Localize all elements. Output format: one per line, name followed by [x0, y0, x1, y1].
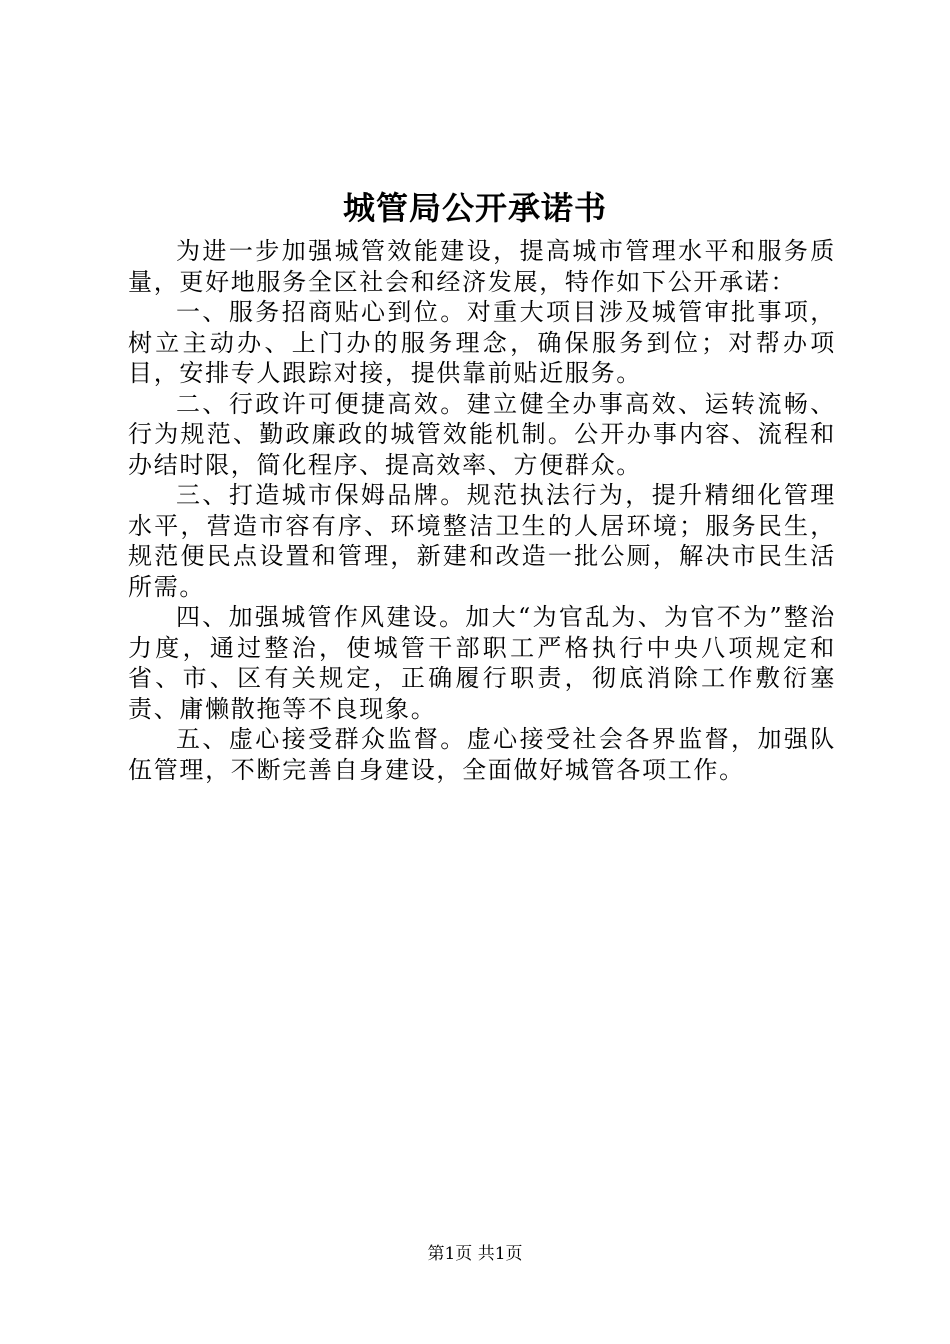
page-number-footer: 第1页 共1页 — [427, 1244, 523, 1264]
commitment-paragraph-2: 二、行政许可便捷高效。建立健全办事高效、运转流畅、行为规范、勤政廉政的城管效能机制。公开办事内容、流程和办结时限，简化程序、提高效率、方便群众。 — [128, 389, 836, 479]
commitment-paragraph-4: 四、加强城管作风建设。加大“为官乱为、为官不为”整治力度，通过整治，使城管干部职工严格执行中央八项规定和省、市、区有关规定，正确履行职责，彻底消除工作敷衍塞责、庸懒散拖等不良现象。 — [128, 603, 836, 723]
document-body — [128, 236, 836, 785]
intro-paragraph: 为进一步加强城管效能建设，提高城市管理水平和服务质量，更好地服务全区社会和经济发展，特作如下公开承诺： — [128, 237, 836, 296]
commitment-paragraph-1: 一、服务招商贴心到位。对重大项目涉及城管审批事项，树立主动办、上门办的服务理念，确保服务到位；对帮办项目，安排专人跟踪对接，提供靠前贴近服务。 — [128, 298, 836, 387]
document-title: 城管局公开承诺书 — [342, 189, 607, 227]
commitment-paragraph-5: 五、虚心接受群众监督。虚心接受社会各界监督，加强队伍管理，不断完善自身建设，全面做好城管各项工作。 — [128, 725, 836, 784]
commitment-paragraph-3: 三、打造城市保姆品牌。规范执法行为，提升精细化管理水平，营造市容有序、环境整洁卫生的人居环境；服务民生，规范便民点设置和管理，新建和改造一批公厕，解决市民生活所需。 — [128, 481, 836, 601]
